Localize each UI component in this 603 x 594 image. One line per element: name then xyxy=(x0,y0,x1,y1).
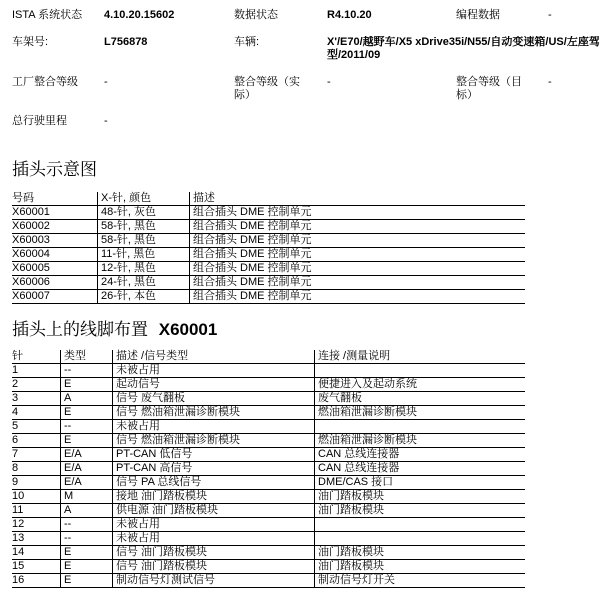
table-cell: 24-针, 黑色 xyxy=(98,276,190,290)
table-cell: E xyxy=(61,434,113,448)
table-cell: 1 xyxy=(12,364,61,378)
column-header: X-针, 颜色 xyxy=(98,192,190,206)
vehicle-label: 车辆: xyxy=(234,36,260,48)
table-cell: 信号 燃油箱泄漏诊断模块 xyxy=(113,406,315,420)
actual-integration-value: - xyxy=(327,76,331,88)
table-cell: 11 xyxy=(12,504,61,518)
target-integration-label-1: 整合等级（目 xyxy=(456,76,522,88)
table-row xyxy=(12,290,525,304)
table-cell: 信号 油门踏板模块 xyxy=(113,560,315,574)
table-cell: 信号 燃油箱泄漏诊断模块 xyxy=(113,434,315,448)
table-cell: E/A xyxy=(61,476,113,490)
factory-integration-label: 工厂整合等级 xyxy=(12,76,78,88)
programming-data-value: - xyxy=(548,9,552,21)
vin-value: L756878 xyxy=(104,36,148,48)
table-cell: 3 xyxy=(12,392,61,406)
table-row xyxy=(12,532,525,546)
connector-overview-table xyxy=(12,192,525,304)
table-cell: 10 xyxy=(12,490,61,504)
table-cell: 15 xyxy=(12,560,61,574)
vehicle-value-line2: 型/2011/09 xyxy=(327,49,381,61)
table-cell: 未被占用 xyxy=(113,420,315,434)
table-cell: 制动信号灯开关 xyxy=(315,574,526,588)
table-cell xyxy=(315,420,526,434)
table-cell: DME/CAS 接口 xyxy=(315,476,526,490)
vin-label: 车架号: xyxy=(12,36,49,48)
table-cell: 组合插头 DME 控制单元 xyxy=(190,220,526,234)
table-cell: 26-针, 本色 xyxy=(98,290,190,304)
table-cell: E xyxy=(61,378,113,392)
table-cell: 58-针, 黑色 xyxy=(98,234,190,248)
table-cell: 58-针, 黑色 xyxy=(98,220,190,234)
table-cell: 组合插头 DME 控制单元 xyxy=(190,276,526,290)
table-cell: X60002 xyxy=(12,220,98,234)
table-row xyxy=(12,448,525,462)
table-row xyxy=(12,364,525,378)
table-row xyxy=(12,378,525,392)
table-row xyxy=(12,518,525,532)
table-cell: 4 xyxy=(12,406,61,420)
table-cell: 6 xyxy=(12,434,61,448)
programming-data-label: 编程数据 xyxy=(456,9,500,21)
table-cell: 油门踏板模块 xyxy=(315,490,526,504)
table-cell xyxy=(315,532,526,546)
table-row xyxy=(12,392,525,406)
table-cell: X60004 xyxy=(12,248,98,262)
table-cell: 信号 油门踏板模块 xyxy=(113,546,315,560)
table-cell: A xyxy=(61,504,113,518)
mileage-label: 总行驶里程 xyxy=(12,115,67,127)
pin-assignment-table xyxy=(12,350,525,588)
table-row xyxy=(12,262,525,276)
table-cell: E xyxy=(61,546,113,560)
table-cell: 供电源 油门踏板模块 xyxy=(113,504,315,518)
table-cell: 废气翻板 xyxy=(315,392,526,406)
table-cell: 8 xyxy=(12,462,61,476)
table-cell: X60003 xyxy=(12,234,98,248)
table-row xyxy=(12,476,525,490)
table-row xyxy=(12,234,525,248)
table-cell: 油门踏板模块 xyxy=(315,560,526,574)
table-cell: X60005 xyxy=(12,262,98,276)
table-cell: 组合插头 DME 控制单元 xyxy=(190,262,526,276)
table-row xyxy=(12,434,525,448)
table-cell: 组合插头 DME 控制单元 xyxy=(190,234,526,248)
table-row xyxy=(12,248,525,262)
table-cell: 信号 废气翻板 xyxy=(113,392,315,406)
table-cell: 组合插头 DME 控制单元 xyxy=(190,290,526,304)
table-cell: 制动信号灯测试信号 xyxy=(113,574,315,588)
table-cell: X60006 xyxy=(12,276,98,290)
table-row xyxy=(12,504,525,518)
table-cell: E xyxy=(61,560,113,574)
table-cell: E/A xyxy=(61,448,113,462)
column-header: 描述 xyxy=(190,192,526,206)
pin-assignment-connector: X60001 xyxy=(158,320,218,339)
table-cell: 便捷进入及起动系统 xyxy=(315,378,526,392)
vehicle-value-line1: X'/E70/越野车/X5 xDrive35i/N55/自动变速箱/US/左座驾 xyxy=(327,36,600,48)
table-cell: 5 xyxy=(12,420,61,434)
table-cell xyxy=(315,518,526,532)
table-cell: 48-针, 灰色 xyxy=(98,206,190,220)
table-cell: 9 xyxy=(12,476,61,490)
table-row xyxy=(12,560,525,574)
mileage-value: - xyxy=(104,115,108,127)
table-cell: X60007 xyxy=(12,290,98,304)
table-row xyxy=(12,220,525,234)
table-cell: 7 xyxy=(12,448,61,462)
table-cell: -- xyxy=(61,364,113,378)
table-cell: 组合插头 DME 控制单元 xyxy=(190,248,526,262)
table-cell xyxy=(315,364,526,378)
data-status-label: 数据状态 xyxy=(234,9,278,21)
table-row xyxy=(12,546,525,560)
table-cell: PT-CAN 低信号 xyxy=(113,448,315,462)
table-cell: 未被占用 xyxy=(113,364,315,378)
connector-overview-title: 插头示意图 xyxy=(12,160,97,179)
table-cell: 组合插头 DME 控制单元 xyxy=(190,206,526,220)
column-header: 号码 xyxy=(12,192,98,206)
table-cell: -- xyxy=(61,532,113,546)
table-cell: 燃油箱泄漏诊断模块 xyxy=(315,434,526,448)
target-integration-value: - xyxy=(548,76,552,88)
pin-assignment-title xyxy=(12,320,217,340)
table-cell: 未被占用 xyxy=(113,518,315,532)
data-status-value: R4.10.20 xyxy=(327,9,372,21)
table-row xyxy=(12,490,525,504)
table-row xyxy=(12,420,525,434)
table-cell: 未被占用 xyxy=(113,532,315,546)
table-header-row xyxy=(12,192,525,206)
table-cell: E/A xyxy=(61,462,113,476)
table-cell: -- xyxy=(61,420,113,434)
pin-assignment-title-text: 插头上的线脚布置 xyxy=(12,320,148,339)
factory-integration-value: - xyxy=(104,76,108,88)
table-cell: 燃油箱泄漏诊断模块 xyxy=(315,406,526,420)
table-cell: 13 xyxy=(12,532,61,546)
table-cell: 油门踏板模块 xyxy=(315,504,526,518)
table-cell: X60001 xyxy=(12,206,98,220)
table-cell: 12 xyxy=(12,518,61,532)
column-header: 连接 /测量说明 xyxy=(315,350,526,364)
table-cell: 油门踏板模块 xyxy=(315,546,526,560)
table-cell: PT-CAN 高信号 xyxy=(113,462,315,476)
table-cell: 14 xyxy=(12,546,61,560)
table-cell: 接地 油门踏板模块 xyxy=(113,490,315,504)
table-row xyxy=(12,206,525,220)
ista-status-label: ISTA 系统状态 xyxy=(12,9,83,21)
table-cell: A xyxy=(61,392,113,406)
table-cell: CAN 总线连接器 xyxy=(315,448,526,462)
ista-status-value: 4.10.20.15602 xyxy=(104,9,175,21)
table-cell: 信号 PA 总线信号 xyxy=(113,476,315,490)
table-cell: CAN 总线连接器 xyxy=(315,462,526,476)
column-header: 描述 /信号类型 xyxy=(113,350,315,364)
column-header: 类型 xyxy=(61,350,113,364)
table-row xyxy=(12,462,525,476)
table-cell: 2 xyxy=(12,378,61,392)
table-cell: 12-针, 黑色 xyxy=(98,262,190,276)
table-cell: E xyxy=(61,574,113,588)
table-cell: 起动信号 xyxy=(113,378,315,392)
table-row xyxy=(12,276,525,290)
actual-integration-label-2: 际） xyxy=(234,89,256,101)
target-integration-label-2: 标） xyxy=(456,89,478,101)
table-cell: 11-针, 黑色 xyxy=(98,248,190,262)
table-row xyxy=(12,406,525,420)
table-cell: 16 xyxy=(12,574,61,588)
table-cell: E xyxy=(61,406,113,420)
actual-integration-label-1: 整合等级（实 xyxy=(234,76,300,88)
column-header: 针 xyxy=(12,350,61,364)
table-row xyxy=(12,574,525,588)
table-cell: M xyxy=(61,490,113,504)
table-header-row xyxy=(12,350,525,364)
table-cell: -- xyxy=(61,518,113,532)
